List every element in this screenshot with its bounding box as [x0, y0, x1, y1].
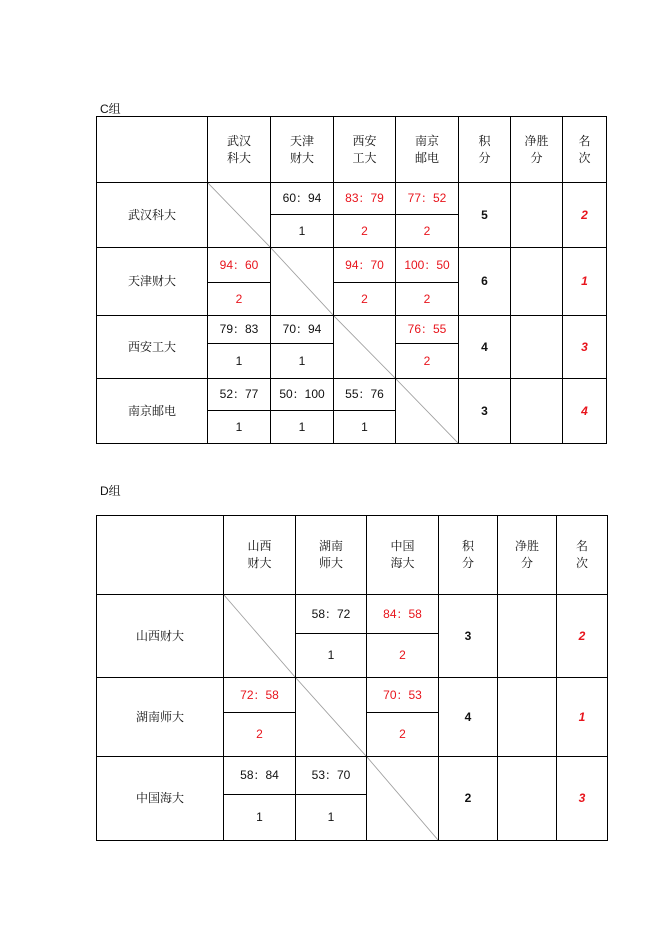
team-name: 湖南师大 — [97, 678, 224, 757]
rank: 3 — [563, 316, 607, 379]
match-points: 2 — [367, 634, 439, 678]
column-header — [396, 117, 459, 183]
match-points: 2 — [334, 283, 396, 316]
header-line: 积 — [478, 133, 491, 148]
match-points: 1 — [296, 795, 367, 841]
header-line: 分 — [461, 556, 474, 570]
match-score: 84：58 — [367, 595, 439, 634]
total-points: 3 — [459, 379, 511, 444]
corner-cell — [97, 516, 224, 595]
match-points: 1 — [271, 344, 334, 379]
total-points: 4 — [459, 316, 511, 379]
match-points: 2 — [396, 344, 459, 379]
header-line: 邮电 — [414, 150, 439, 165]
group-c-table — [96, 116, 607, 444]
net-score — [498, 757, 557, 841]
match-points: 1 — [224, 795, 296, 841]
header-line: 分 — [478, 150, 491, 165]
match-score: 50：100 — [271, 379, 334, 411]
match-points: 1 — [208, 411, 271, 444]
header-line: 财大 — [289, 150, 314, 165]
match-score: 52：77 — [208, 379, 271, 411]
header-row — [97, 117, 607, 183]
header-line: 净胜 — [514, 539, 539, 553]
match-score: 60：94 — [271, 183, 334, 215]
rank: 1 — [563, 248, 607, 316]
net-score — [511, 379, 563, 444]
match-score: 72：58 — [224, 678, 296, 713]
header-line: 海大 — [390, 556, 415, 570]
match-score: 83：79 — [334, 183, 396, 215]
net-score — [511, 183, 563, 248]
header-line: 财大 — [247, 556, 272, 570]
match-score: 100：50 — [396, 248, 459, 283]
column-header — [557, 516, 608, 595]
rank: 3 — [557, 757, 608, 841]
column-header — [511, 117, 563, 183]
self-match-cell — [271, 248, 334, 316]
total-points: 4 — [439, 678, 498, 757]
total-points: 5 — [459, 183, 511, 248]
match-points: 2 — [224, 713, 296, 757]
header-line: 西安 — [352, 133, 377, 148]
net-score — [511, 248, 563, 316]
header-line: 净胜 — [524, 133, 549, 148]
header-line: 分 — [530, 150, 543, 165]
match-score: 79：83 — [208, 316, 271, 344]
match-points: 2 — [396, 283, 459, 316]
match-points: 2 — [208, 283, 271, 316]
column-header — [271, 117, 334, 183]
group-d-table — [96, 515, 608, 841]
team-row — [97, 757, 608, 795]
self-match-cell — [296, 678, 367, 757]
match-score: 76：55 — [396, 316, 459, 344]
net-score — [498, 595, 557, 678]
header-line: 名 — [575, 539, 588, 553]
column-header — [498, 516, 557, 595]
header-line: 次 — [578, 150, 591, 165]
self-match-cell — [224, 595, 296, 678]
rank: 2 — [557, 595, 608, 678]
self-match-cell — [334, 316, 396, 379]
header-line: 天津 — [289, 133, 314, 148]
match-score: 58：72 — [296, 595, 367, 634]
header-row — [97, 516, 608, 595]
diagonal-slash — [296, 678, 366, 756]
column-header — [224, 516, 296, 595]
team-name: 南京邮电 — [97, 379, 208, 444]
match-points: 1 — [271, 215, 334, 248]
group-d-label: D组 — [100, 484, 121, 498]
header-line: 中国 — [390, 539, 415, 553]
team-name: 西安工大 — [97, 316, 208, 379]
match-points: 1 — [296, 634, 367, 678]
team-row — [97, 678, 608, 713]
column-header — [459, 117, 511, 183]
diagonal-slash — [224, 595, 295, 677]
team-row — [97, 248, 607, 283]
rank: 1 — [557, 678, 608, 757]
column-header — [296, 516, 367, 595]
match-score: 58：84 — [224, 757, 296, 795]
match-points: 1 — [271, 411, 334, 444]
header-line: 师大 — [318, 556, 343, 570]
match-points: 1 — [208, 344, 271, 379]
column-header — [208, 117, 271, 183]
header-line: 武汉 — [226, 133, 251, 148]
header-line: 科大 — [226, 150, 251, 165]
self-match-cell — [396, 379, 459, 444]
diagonal-slash — [396, 379, 458, 443]
header-line: 工大 — [352, 150, 377, 165]
team-name: 中国海大 — [97, 757, 224, 841]
match-score: 77：52 — [396, 183, 459, 215]
column-header — [439, 516, 498, 595]
total-points: 2 — [439, 757, 498, 841]
match-points: 2 — [367, 713, 439, 757]
team-name: 山西财大 — [97, 595, 224, 678]
diagonal-slash — [208, 183, 270, 247]
team-row — [97, 183, 607, 215]
match-points: 2 — [334, 215, 396, 248]
net-score — [498, 678, 557, 757]
header-line: 积 — [461, 539, 474, 553]
rank: 4 — [563, 379, 607, 444]
total-points: 3 — [439, 595, 498, 678]
self-match-cell — [367, 757, 439, 841]
match-score: 94：70 — [334, 248, 396, 283]
column-header — [334, 117, 396, 183]
total-points: 6 — [459, 248, 511, 316]
corner-cell — [97, 117, 208, 183]
diagonal-slash — [271, 248, 333, 315]
match-score: 53：70 — [296, 757, 367, 795]
diagonal-slash — [367, 757, 438, 840]
column-header — [563, 117, 607, 183]
match-score: 94：60 — [208, 248, 271, 283]
team-name: 武汉科大 — [97, 183, 208, 248]
team-name: 天津财大 — [97, 248, 208, 316]
match-score: 55：76 — [334, 379, 396, 411]
header-line: 南京 — [414, 133, 439, 148]
diagonal-slash — [334, 316, 395, 378]
header-line: 湖南 — [318, 539, 343, 553]
header-line: 分 — [520, 556, 533, 570]
self-match-cell — [208, 183, 271, 248]
match-points: 1 — [334, 411, 396, 444]
net-score — [511, 316, 563, 379]
team-row — [97, 595, 608, 634]
rank: 2 — [563, 183, 607, 248]
match-score: 70：53 — [367, 678, 439, 713]
column-header — [367, 516, 439, 595]
header-line: 名 — [578, 133, 591, 148]
match-points: 2 — [396, 215, 459, 248]
group-c-label: C组 — [100, 102, 121, 116]
team-row — [97, 379, 607, 411]
header-line: 山西 — [247, 539, 272, 553]
team-row — [97, 316, 607, 344]
match-score: 70：94 — [271, 316, 334, 344]
header-line: 次 — [575, 556, 588, 570]
